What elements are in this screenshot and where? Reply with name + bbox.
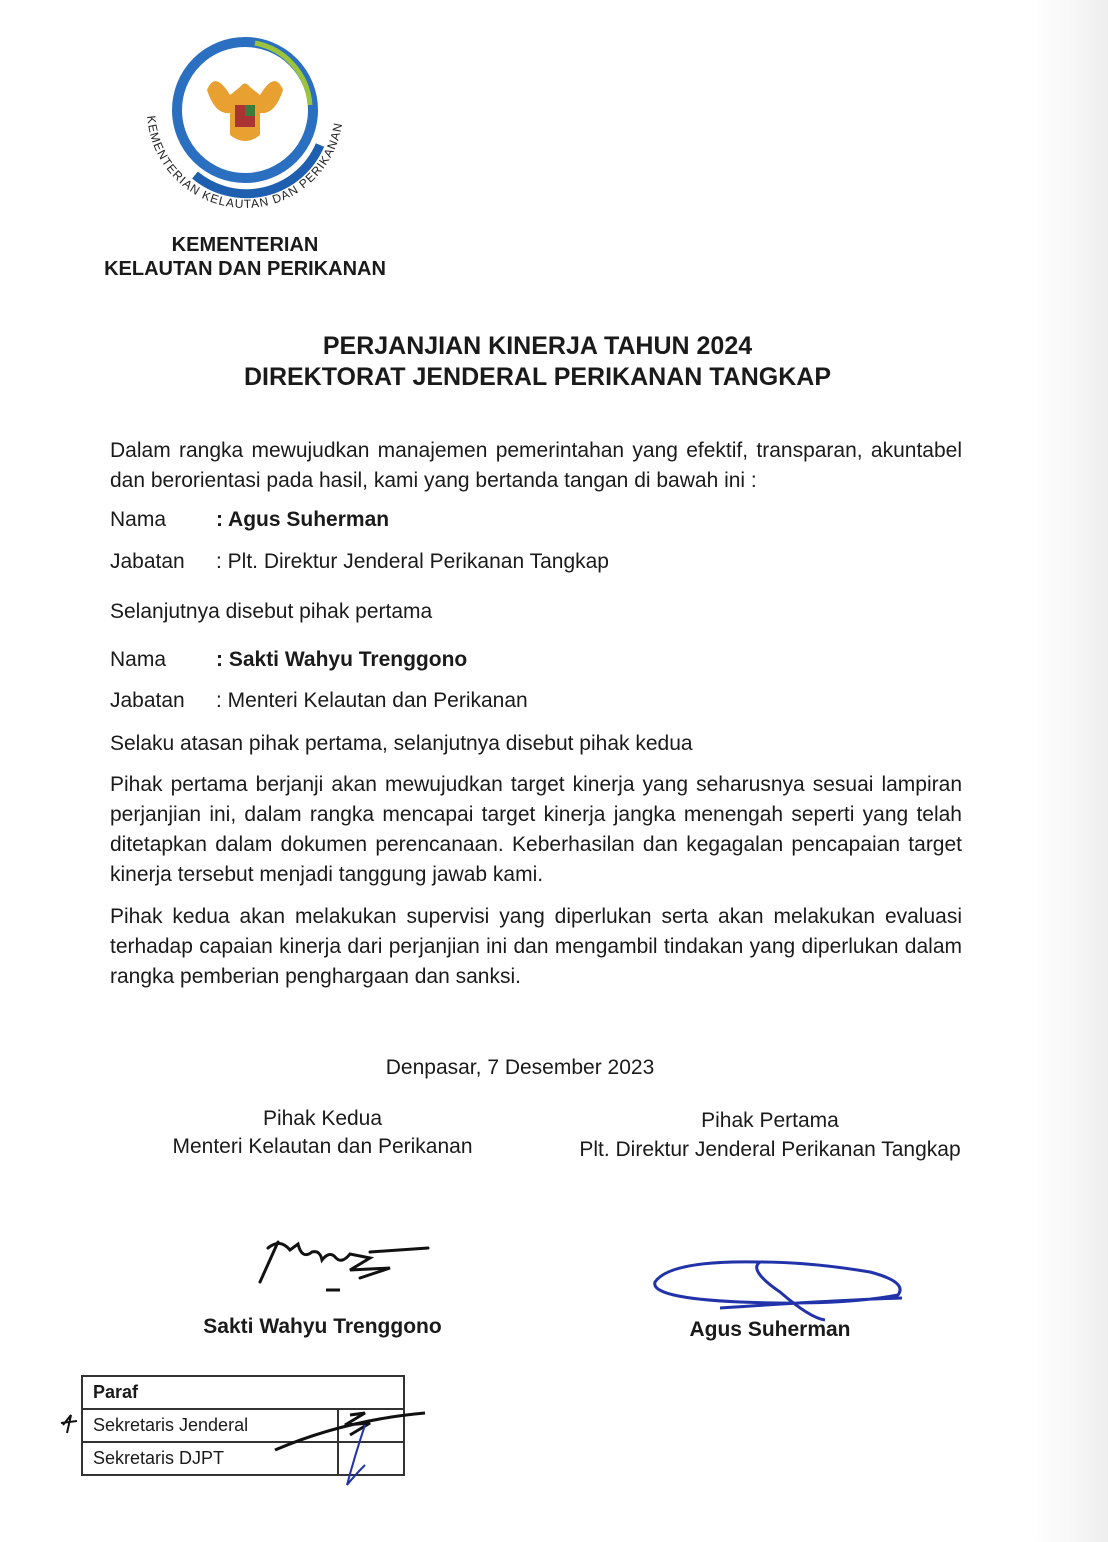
- name-label: Nama: [110, 508, 167, 531]
- left-signatory-role: Pihak Kedua: [262, 1107, 383, 1130]
- name-label: Nama: [110, 648, 167, 671]
- svg-text:KEMENTERIAN KELAUTAN DAN PERIK: KEMENTERIAN KELAUTAN DAN PERIKANAN: [144, 114, 346, 212]
- left-signatory-title: Menteri Kelautan dan Perikanan: [172, 1135, 473, 1158]
- party1-name-row: [110, 506, 389, 534]
- document-title: PERJANJIAN KINERJA TAHUN 2024: [322, 332, 753, 360]
- document-subtitle: DIREKTORAT JENDERAL PERIKANAN TANGKAP: [243, 363, 832, 391]
- place-date: Denpasar, 7 Desember 2023: [385, 1056, 655, 1079]
- paragraph-1: Pihak pertama berjanji akan mewujudkan target kinerja yang seharusnya sesuai lampiran perjanjian ini, dalam rangka mencapai target kinerja jangka menengah seperti yang telah ditetapkan dalam dokumen perencanaan. Keberhasilan dan kegagalan pencapaian target kinerja tersebut menjadi tanggung jawab kami.: [110, 773, 962, 886]
- right-signatory-name: Agus Suherman: [689, 1318, 851, 1341]
- party2-name: : Sakti Wahyu Trenggono: [216, 648, 468, 671]
- party1-name: : Agus Suherman: [216, 508, 390, 531]
- org-name-line2: KELAUTAN DAN PERIKANAN: [104, 258, 386, 280]
- party2-position-row: [110, 687, 528, 715]
- party1-note: Selanjutnya disebut pihak pertama: [110, 600, 433, 623]
- right-signatory-role: Pihak Pertama: [701, 1109, 839, 1132]
- ministry-logo: [135, 35, 355, 225]
- party2-name-row: [110, 646, 467, 674]
- left-signatory-name: Sakti Wahyu Trenggono: [203, 1315, 442, 1338]
- paraf-row-label: Sekretaris Jenderal: [82, 1409, 338, 1442]
- paragraph-2: Pihak kedua akan melakukan supervisi yang diperlukan serta akan melakukan evaluasi terhadap capaian kinerja dari perjanjian ini dan mengambil tindakan yang diperlukan dalam rangka pemberian penghargaan dan sanksi.: [110, 905, 962, 988]
- scan-edge: [1030, 0, 1108, 1542]
- paraf-initials: [55, 1405, 435, 1495]
- position-label: Jabatan: [110, 689, 185, 712]
- intro-paragraph: Dalam rangka mewujudkan manajemen pemerintahan yang efektif, transparan, akuntabel dan berorientasi pada hasil, kami yang bertanda tangan di bawah ini :: [110, 439, 962, 492]
- right-signature: [640, 1250, 920, 1330]
- right-signatory-title: Plt. Direktur Jenderal Perikanan Tangkap: [579, 1138, 961, 1161]
- org-name-line1: KEMENTERIAN: [171, 234, 319, 256]
- paraf-header: Paraf: [82, 1376, 404, 1409]
- party1-position-row: [110, 548, 609, 576]
- position-label: Jabatan: [110, 550, 185, 573]
- party1-position: : Plt. Direktur Jenderal Perikanan Tangkap: [216, 550, 609, 573]
- paraf-row-label: Sekretaris DJPT: [82, 1442, 338, 1475]
- party2-note: Selaku atasan pihak pertama, selanjutnya disebut pihak kedua: [110, 732, 693, 755]
- party2-position: : Menteri Kelautan dan Perikanan: [216, 689, 528, 712]
- left-signature: [250, 1230, 440, 1300]
